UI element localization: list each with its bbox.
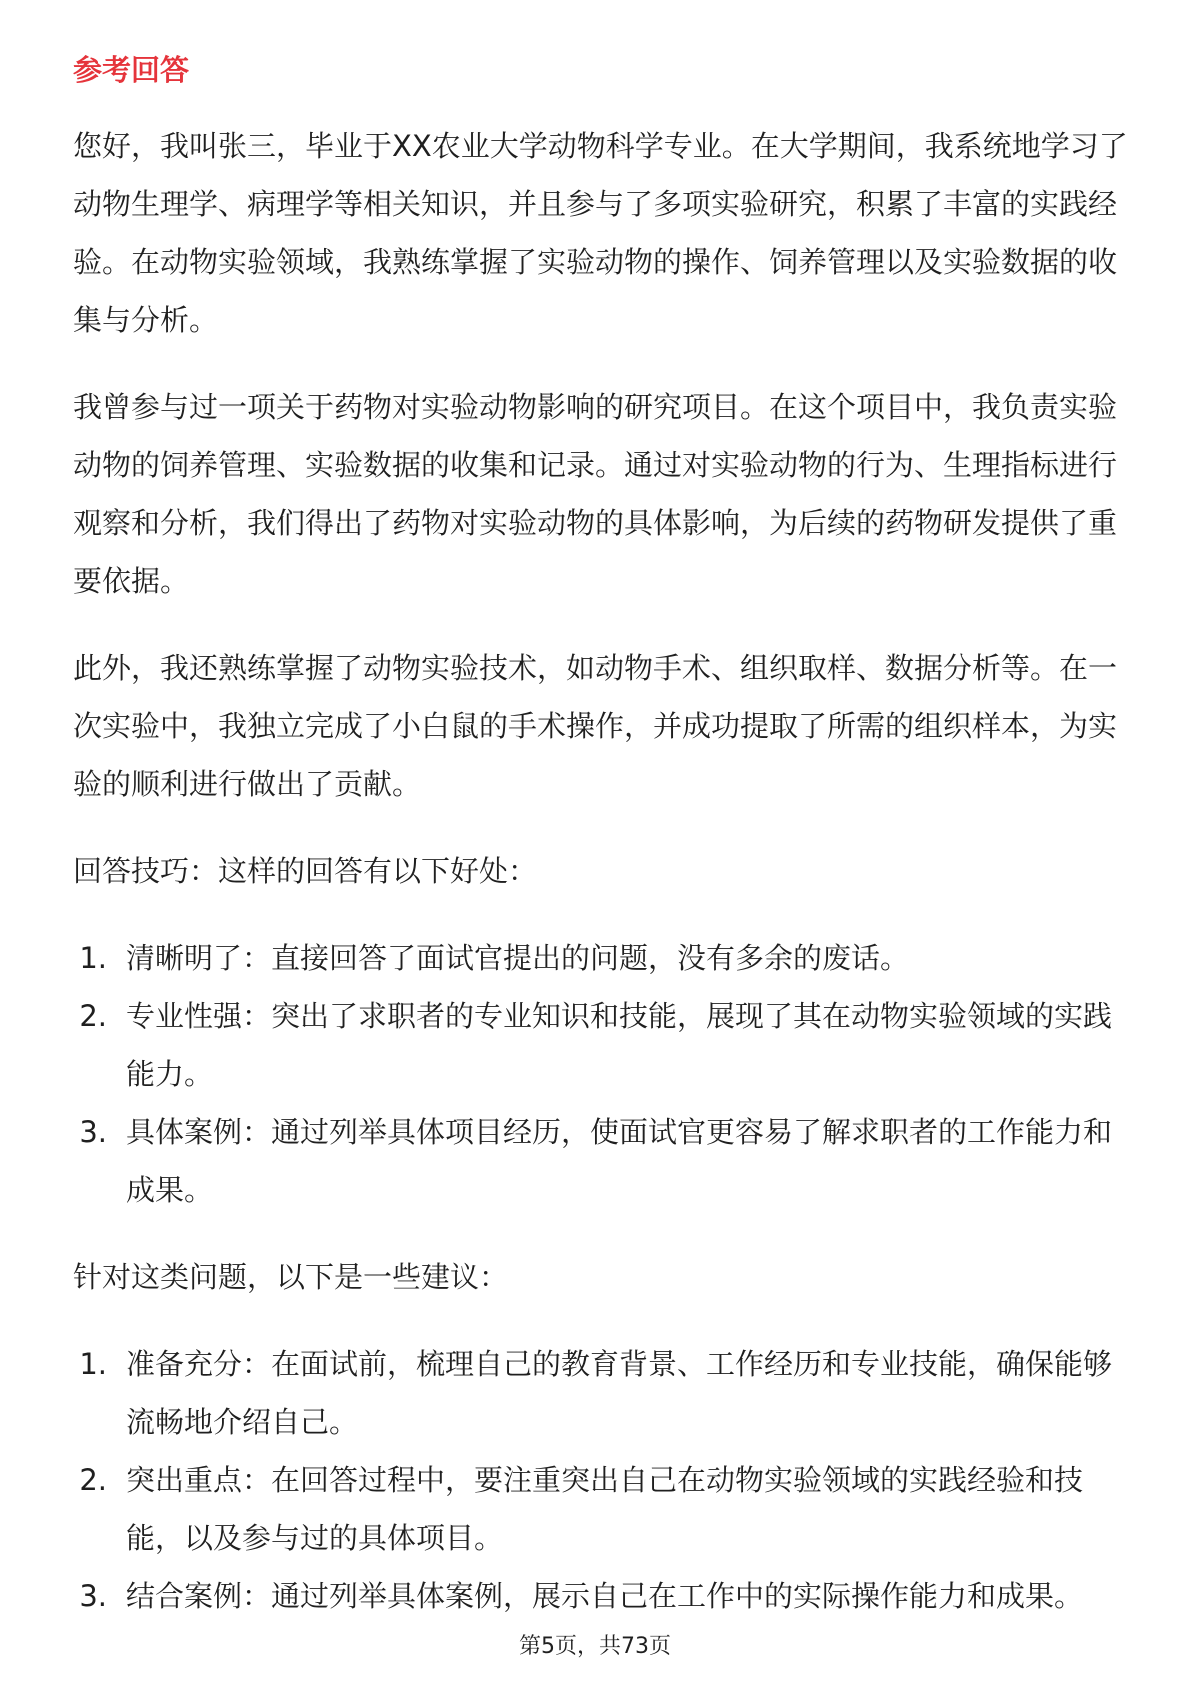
advice-intro-text: 针对这类问题，以下是一些建议： <box>73 1260 509 1294</box>
list-number: 3. <box>79 1579 107 1613</box>
tips-intro-text: 回答技巧：这样的回答有以下好处： <box>73 854 538 888</box>
list-item-line: 具体案例：通过列举具体项目经历，使面试官更容易了解求职者的工作能力和 <box>126 1115 1113 1149</box>
tips-list <box>73 929 1163 1219</box>
paragraph-line: 观察和分析，我们得出了药物对实验动物的具体影响，为后续的药物研发提供了重 <box>73 506 1118 540</box>
list-item-line: 流畅地介绍自己。 <box>126 1405 359 1439</box>
paragraph <box>73 117 1163 349</box>
list-item <box>73 1335 1163 1451</box>
paragraph <box>73 378 1163 610</box>
paragraph-line: 我曾参与过一项关于药物对实验动物影响的研究项目。在这个项目中，我负责实验 <box>73 390 1118 424</box>
list-item <box>73 1103 1163 1219</box>
advice-list <box>73 1335 1163 1625</box>
tips-intro <box>73 842 1163 900</box>
list-item-line: 成果。 <box>126 1173 214 1207</box>
list-item-line: 结合案例：通过列举具体案例，展示自己在工作中的实际操作能力和成果。 <box>126 1579 1084 1613</box>
paragraph-line: 验的顺利进行做出了贡献。 <box>73 767 422 801</box>
paragraph-line: 要依据。 <box>73 564 190 598</box>
list-item-line: 清晰明了：直接回答了面试官提出的问题，没有多余的废话。 <box>126 941 910 975</box>
list-number: 1. <box>79 1347 107 1381</box>
section-heading: 参考回答 <box>73 53 190 87</box>
paragraph <box>73 639 1163 813</box>
list-item-line: 能，以及参与过的具体项目。 <box>126 1521 504 1555</box>
paragraph-line: 验。在动物实验领域，我熟练掌握了实验动物的操作、饲养管理以及实验数据的收 <box>73 245 1118 279</box>
page-content <box>73 41 1163 1654</box>
paragraph-line: 次实验中，我独立完成了小白鼠的手术操作，并成功提取了所需的组织样本，为实 <box>73 709 1118 743</box>
page-number: 第5页，共73页 <box>519 1634 671 1659</box>
list-item-line: 专业性强：突出了求职者的专业知识和技能，展现了其在动物实验领域的实践 <box>126 999 1113 1033</box>
paragraph-line: 此外，我还熟练掌握了动物实验技术，如动物手术、组织取样、数据分析等。在一 <box>73 651 1118 685</box>
list-item <box>73 929 1163 987</box>
paragraph-line: 集与分析。 <box>73 303 219 337</box>
list-item <box>73 1567 1163 1625</box>
list-number: 3. <box>79 1115 107 1149</box>
paragraph-line: 动物生理学、病理学等相关知识，并且参与了多项实验研究，积累了丰富的实践经 <box>73 187 1118 221</box>
list-item-line: 能力。 <box>126 1057 214 1091</box>
list-item <box>73 987 1163 1103</box>
list-item-line: 准备充分：在面试前，梳理自己的教育背景、工作经历和专业技能，确保能够 <box>126 1347 1113 1381</box>
paragraph-line: 您好，我叫张三，毕业于XX农业大学动物科学专业。在大学期间，我系统地学习了 <box>73 129 1128 163</box>
list-item <box>73 1451 1163 1567</box>
list-item-line: 突出重点：在回答过程中，要注重突出自己在动物实验领域的实践经验和技 <box>126 1463 1084 1497</box>
paragraph-line: 动物的饲养管理、实验数据的收集和记录。通过对实验动物的行为、生理指标进行 <box>73 448 1118 482</box>
list-number: 1. <box>79 941 107 975</box>
list-number: 2. <box>79 999 107 1033</box>
advice-intro <box>73 1248 1163 1306</box>
list-number: 2. <box>79 1463 107 1497</box>
